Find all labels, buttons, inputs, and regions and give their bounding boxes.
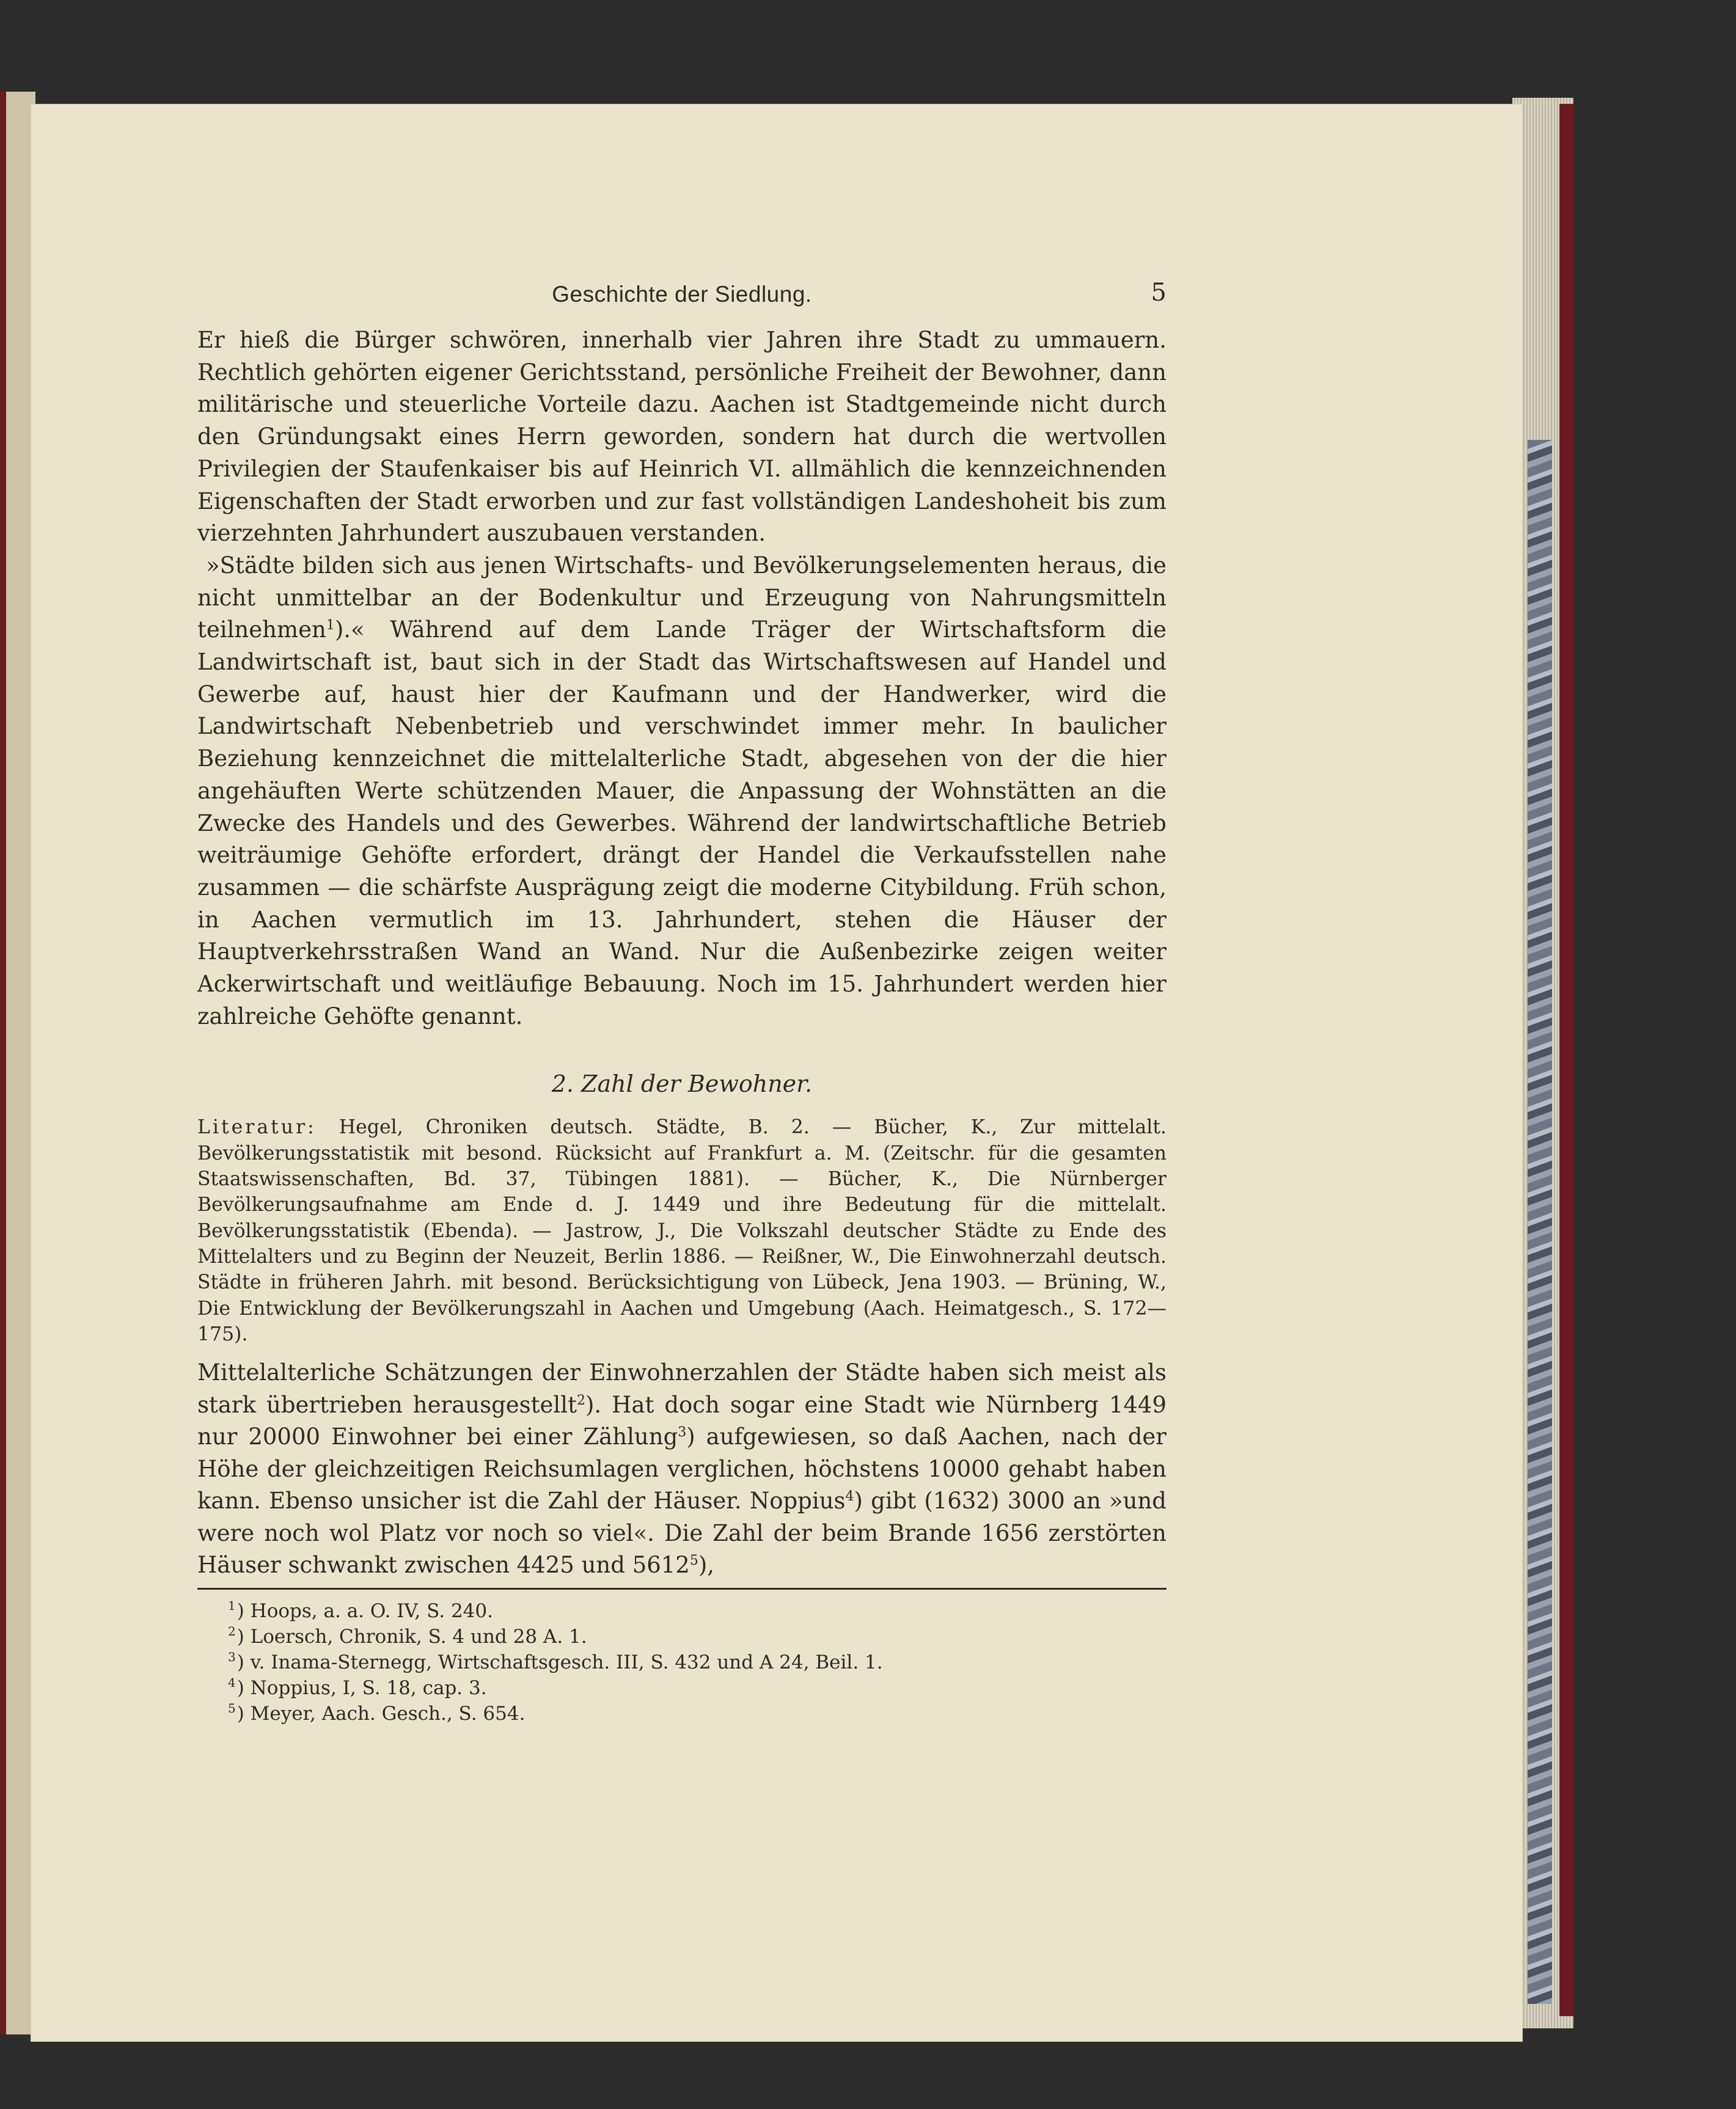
footnote-mark: 3 bbox=[228, 1649, 236, 1664]
footnote bbox=[197, 1650, 1166, 1675]
section-body bbox=[197, 1357, 1166, 1582]
footnote bbox=[197, 1701, 1166, 1727]
paragraph-text: ), bbox=[698, 1552, 715, 1579]
footnote-mark: 5 bbox=[228, 1700, 236, 1716]
footnote-mark: 4 bbox=[228, 1675, 236, 1690]
paragraph bbox=[197, 550, 1166, 1033]
section-heading: 2. Zahl der Bewohner. bbox=[551, 1070, 813, 1098]
paragraph-text: ). Hat doch sogar eine Stadt wie Nürnberg 1449 nur 20000 Einwohner bei einer Zählung bbox=[197, 1391, 1167, 1450]
paragraph-text: ) aufgewiesen, so daß Aachen, nach der Höhe der gleichzeitigen Reichsumlagen verglichen, höchstens 10000 gehabt haben kann. Ebenso unsicher ist die Zahl der Häuser. Noppius bbox=[197, 1424, 1166, 1515]
footnote-text: ) v. Inama-Sternegg, Wirtschaftsgesch. III, S. 432 und A 24, Beil. 1. bbox=[236, 1651, 883, 1673]
footnote-text: ) Loersch, Chronik, S. 4 und 28 A. 1. bbox=[236, 1625, 587, 1648]
running-head-title: Geschichte der Siedlung. bbox=[552, 282, 812, 307]
literature-block bbox=[197, 1114, 1166, 1347]
footnote-mark: 2 bbox=[228, 1623, 236, 1639]
literature-text: Hegel, Chroniken deutsch. Städte, B. 2. — Bücher, K., Zur mittelalt. Bevölkerungsstatistik mit besond. Rücksicht auf Frankfurt a. M. (Zeitschr. für die gesamten Staatswissenschaften, Bd. 37, Tübingen 1881). — Bücher, K., Die Nürnberger Bevölkerungsaufnahme am Ende d. J. 1449 und ihre Bedeutung für die mittelalt. Bevölkerungsstatistik (Ebenda). — Jastrow, J., Die Volkszahl deutscher Städte zu Ende des Mittelalters und zu Beginn der Neuzeit, Berlin 1886. — Reißner, W., Die Einwohnerzahl deutsch. Städte in früheren Jahrh. mit besond. Berücksichtigung von Lübeck, Jena 1903. — Brüning, W., Die Entwicklung der Bevölkerungszahl in Aachen und Umgebung (Aach. Heimatgesch., S. 172—175). bbox=[197, 1116, 1166, 1345]
literature-label: Literatur: bbox=[197, 1116, 317, 1139]
footnote-ref: 4 bbox=[845, 1489, 854, 1505]
paragraph-text: ).« Während auf dem Lande Träger der Wirtschaftsform die Landwirtschaft ist, baut sich in der Stadt das Wirtschaftswesen auf Handel und Gewerbe auf, haust hier der Kaufmann und der Handwerker, wird die Landwirtschaft Nebenbetrieb und verschwindet immer mehr. In baulicher Beziehung kennzeichnet die mittelalterliche Stadt, abgesehen von der die hier angehäuften Werte schützenden Mauer, die Anpassung der Wohnstätten an die Zwecke des Handels und des Gewerbes. Während der landwirtschaftliche Betrieb weiträumige Gehöfte erfordert, drängt der Handel die Verkaufsstellen nahe zusammen — die schärfste Ausprägung zeigt die moderne Citybildung. Früh schon, in Aachen vermutlich im 13. Jahrhundert, stehen die Häuser der Hauptverkehrsstraßen Wand an Wand. Nur die Außenbezirke zeigen weiter Ackerwirtschaft und weitläufige Bebauung. Noch im 15. Jahrhundert werden hier zahlreiche Gehöfte genannt. bbox=[197, 616, 1166, 1029]
footnote-mark: 1 bbox=[228, 1598, 236, 1613]
footnote-ref: 3 bbox=[678, 1425, 687, 1441]
footnote-ref: 1 bbox=[326, 618, 335, 634]
paragraph bbox=[197, 1357, 1166, 1582]
footnote bbox=[197, 1624, 1166, 1650]
footnotes bbox=[197, 1598, 1166, 1727]
paragraph-text: ) gibt (1632) 3000 an »und were noch wol Platz vor noch so viel«. Die Zahl der beim Brande 1656 zerstörten Häuser schwankt zwischen 4425 und 5612 bbox=[197, 1488, 1166, 1579]
book-binding bbox=[1559, 104, 1574, 2016]
body-text bbox=[197, 324, 1166, 1033]
paragraph-text: Mittelalterliche Schätzungen der Einwohnerzahlen der Städte haben sich meist als stark übertrieben herausgestellt bbox=[197, 1359, 1166, 1418]
footnote-text: ) Noppius, I, S. 18, cap. 3. bbox=[236, 1676, 487, 1699]
footnote-text: ) Hoops, a. a. O. IV, S. 240. bbox=[236, 1599, 493, 1622]
marbled-cover-edge bbox=[1528, 440, 1552, 2004]
page-number: 5 bbox=[1151, 279, 1166, 307]
running-head bbox=[197, 276, 1166, 312]
footnote-ref: 5 bbox=[689, 1553, 698, 1569]
footnote-text: ) Meyer, Aach. Gesch., S. 654. bbox=[236, 1702, 526, 1725]
footnote bbox=[197, 1598, 1166, 1624]
footnote-rule bbox=[197, 1588, 1166, 1590]
footnote bbox=[197, 1675, 1166, 1701]
paragraph: Er hieß die Bürger schwören, innerhalb vier Jahren ihre Stadt zu ummauern. Rechtlich gehörten eigener Gerichtsstand, persönliche Freiheit der Bewohner, dann militärische und steuerliche Vorteile dazu. Aachen ist Stadtgemeinde nicht durch den Gründungsakt eines Herrn geworden, sondern hat durch die wertvollen Privilegien der Staufenkaiser bis auf Heinrich VI. allmählich die kennzeichnenden Eigenschaften der Stadt erworben und zur fast vollständigen Landeshoheit bis zum vierzehnten Jahrhundert auszubauen verstanden. bbox=[197, 327, 1166, 547]
page-content bbox=[197, 276, 1166, 1727]
footnote-ref: 2 bbox=[576, 1392, 585, 1408]
paragraph-text: »Städte bilden sich aus jenen Wirtschafts- und Bevölkerungselementen heraus, die nicht unmittelbar an der Bodenkultur und Erzeugung von Nahrungsmitteln teilnehmen bbox=[197, 552, 1166, 643]
book-page bbox=[31, 104, 1523, 2042]
